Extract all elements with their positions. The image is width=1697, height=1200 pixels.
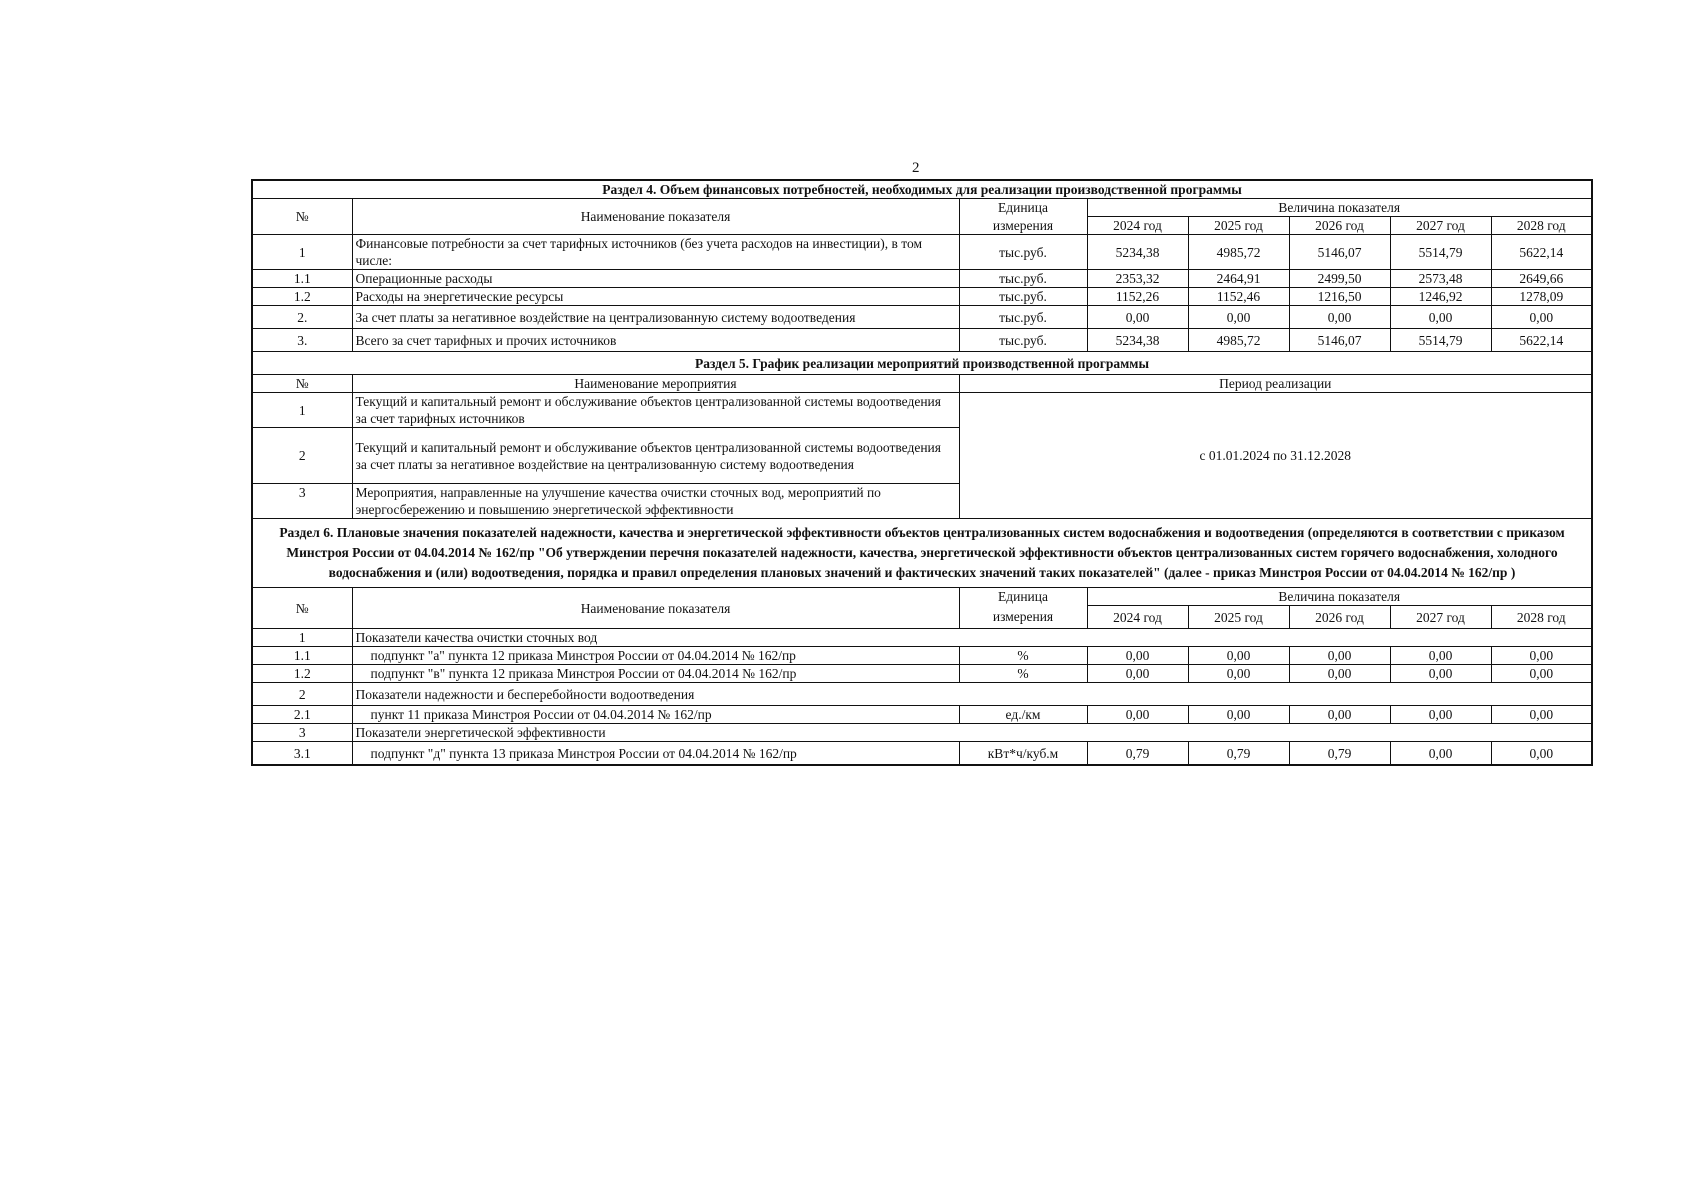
row-name: Финансовые потребности за счет тарифных источников (без учета расходов на инвестиции), в том числе: (352, 235, 959, 270)
row-value: 0,00 (1188, 665, 1289, 683)
year-header: 2028 год (1491, 606, 1592, 629)
header-unit-line1: Единица (959, 588, 1087, 606)
table-row (252, 742, 1592, 766)
group-row (252, 724, 1592, 742)
section4-title: Раздел 4. Объем финансовых потребностей, необходимых для реализации производственной программы (252, 180, 1592, 199)
row-number: 1.1 (252, 647, 352, 665)
row-unit: тыс.руб. (959, 270, 1087, 288)
row-value: 1152,26 (1087, 288, 1188, 306)
row-value: 0,00 (1087, 706, 1188, 724)
row-value: 0,00 (1491, 665, 1592, 683)
header-no: № (252, 199, 352, 235)
group-name: Показатели качества очистки сточных вод (352, 629, 1592, 647)
row-value: 5514,79 (1390, 235, 1491, 270)
row-value: 5234,38 (1087, 235, 1188, 270)
row-value: 5146,07 (1289, 235, 1390, 270)
row-value: 2499,50 (1289, 270, 1390, 288)
table-row (252, 393, 1592, 428)
row-value: 0,00 (1188, 306, 1289, 329)
row-value: 0,00 (1289, 706, 1390, 724)
row-value: 0,00 (1390, 665, 1491, 683)
group-name: Показатели энергетической эффективности (352, 724, 1592, 742)
row-value: 2573,48 (1390, 270, 1491, 288)
row-value: 0,00 (1087, 306, 1188, 329)
header-unit-line2: измерения (959, 606, 1087, 629)
row-value: 4985,72 (1188, 329, 1289, 352)
row-value: 0,00 (1289, 306, 1390, 329)
row-value: 0,00 (1390, 706, 1491, 724)
row-value: 5146,07 (1289, 329, 1390, 352)
row-value: 0,00 (1390, 647, 1491, 665)
row-unit: ед./км (959, 706, 1087, 724)
table-row (252, 270, 1592, 288)
row-unit: тыс.руб. (959, 306, 1087, 329)
group-name: Показатели надежности и бесперебойности водоотведения (352, 683, 1592, 706)
header-value: Величина показателя (1087, 588, 1592, 606)
header-period: Период реализации (959, 375, 1592, 393)
row-number: 3 (252, 484, 352, 519)
table-row (252, 647, 1592, 665)
row-value: 0,00 (1491, 706, 1592, 724)
header-no: № (252, 375, 352, 393)
table-row (252, 235, 1592, 270)
row-number: 1 (252, 629, 352, 647)
table-row (252, 665, 1592, 683)
year-header: 2028 год (1491, 217, 1592, 235)
page-number: 2 (912, 160, 920, 176)
row-number: 2 (252, 683, 352, 706)
row-value: 5234,38 (1087, 329, 1188, 352)
row-value: 0,00 (1188, 647, 1289, 665)
row-number: 2 (252, 428, 352, 484)
row-number: 1.2 (252, 288, 352, 306)
row-name: Текущий и капитальный ремонт и обслуживание объектов централизованной системы водоотведения за счет тарифных источников (352, 393, 959, 428)
row-name: Текущий и капитальный ремонт и обслуживание объектов централизованной системы водоотведения за счет платы за негативное воздействие на централизованную систему водоотведения (352, 428, 959, 484)
row-value: 1216,50 (1289, 288, 1390, 306)
program-table (251, 179, 1593, 766)
row-value: 4985,72 (1188, 235, 1289, 270)
row-name: За счет платы за негативное воздействие на централизованную систему водоотведения (352, 306, 959, 329)
table-row (252, 288, 1592, 306)
row-name: подпункт "д" пункта 13 приказа Минстроя России от 04.04.2014 № 162/пр (352, 742, 959, 766)
row-value: 0,00 (1087, 647, 1188, 665)
year-header: 2024 год (1087, 606, 1188, 629)
row-name: Расходы на энергетические ресурсы (352, 288, 959, 306)
year-header: 2025 год (1188, 606, 1289, 629)
row-number: 3 (252, 724, 352, 742)
row-unit: % (959, 665, 1087, 683)
row-value: 5622,14 (1491, 329, 1592, 352)
row-name: подпункт "а" пункта 12 приказа Минстроя России от 04.04.2014 № 162/пр (352, 647, 959, 665)
row-value: 0,00 (1188, 706, 1289, 724)
period-value: с 01.01.2024 по 31.12.2028 (959, 393, 1592, 519)
row-number: 2. (252, 306, 352, 329)
year-header: 2024 год (1087, 217, 1188, 235)
row-value: 0,00 (1289, 647, 1390, 665)
header-name: Наименование мероприятия (352, 375, 959, 393)
header-name: Наименование показателя (352, 199, 959, 235)
table-row (252, 329, 1592, 352)
group-row (252, 629, 1592, 647)
year-header: 2026 год (1289, 217, 1390, 235)
row-number: 2.1 (252, 706, 352, 724)
table-row (252, 306, 1592, 329)
section5-title: Раздел 5. График реализации мероприятий производственной программы (252, 352, 1592, 375)
header-name: Наименование показателя (352, 588, 959, 629)
row-value: 1246,92 (1390, 288, 1491, 306)
row-value: 2649,66 (1491, 270, 1592, 288)
row-name: подпункт "в" пункта 12 приказа Минстроя России от 04.04.2014 № 162/пр (352, 665, 959, 683)
row-number: 3.1 (252, 742, 352, 766)
row-value: 0,00 (1491, 306, 1592, 329)
table-row (252, 706, 1592, 724)
row-value: 0,00 (1289, 665, 1390, 683)
row-value: 0,00 (1491, 647, 1592, 665)
row-unit: тыс.руб. (959, 329, 1087, 352)
row-value: 0,00 (1390, 306, 1491, 329)
row-number: 1.1 (252, 270, 352, 288)
header-no: № (252, 588, 352, 629)
row-unit: тыс.руб. (959, 235, 1087, 270)
year-header: 2027 год (1390, 606, 1491, 629)
row-number: 1.2 (252, 665, 352, 683)
row-value: 5622,14 (1491, 235, 1592, 270)
row-value: 1278,09 (1491, 288, 1592, 306)
header-value: Величина показателя (1087, 199, 1592, 217)
year-header: 2025 год (1188, 217, 1289, 235)
header-unit-line2: измерения (959, 217, 1087, 235)
row-value: 0,79 (1188, 742, 1289, 766)
row-unit: % (959, 647, 1087, 665)
section6-title: Раздел 6. Плановые значения показателей надежности, качества и энергетической эффективности объектов централизованных систем водоснабжения и водоотведения (определяются в соответствии с приказом Минстроя России от 04.04.2014 № 162/пр "Об утверждении перечня показателей надежности, качества, энергетической эффективности объектов централизованных систем горячего водоснабжения, холодного водоснабжения и (или) водоотведения, порядка и правил определения плановых значений и фактических значений таких показателей" (далее - приказ Минстроя России от 04.04.2014 № 162/пр ) (252, 519, 1592, 588)
row-unit: кВт*ч/куб.м (959, 742, 1087, 766)
row-value: 2464,91 (1188, 270, 1289, 288)
year-header: 2027 год (1390, 217, 1491, 235)
header-unit-line1: Единица (959, 199, 1087, 217)
row-name: Операционные расходы (352, 270, 959, 288)
row-value: 0,00 (1491, 742, 1592, 766)
row-unit: тыс.руб. (959, 288, 1087, 306)
row-name: Всего за счет тарифных и прочих источников (352, 329, 959, 352)
row-name: пункт 11 приказа Минстроя России от 04.04.2014 № 162/пр (352, 706, 959, 724)
row-value: 0,00 (1087, 665, 1188, 683)
row-name: Мероприятия, направленные на улучшение качества очистки сточных вод, мероприятий по энергосбережению и повышению энергетической эффективности (352, 484, 959, 519)
row-value: 0,79 (1289, 742, 1390, 766)
row-number: 1 (252, 235, 352, 270)
row-number: 3. (252, 329, 352, 352)
row-value: 0,79 (1087, 742, 1188, 766)
row-value: 2353,32 (1087, 270, 1188, 288)
row-number: 1 (252, 393, 352, 428)
row-value: 0,00 (1390, 742, 1491, 766)
row-value: 1152,46 (1188, 288, 1289, 306)
year-header: 2026 год (1289, 606, 1390, 629)
row-value: 5514,79 (1390, 329, 1491, 352)
document-body (251, 179, 1591, 766)
group-row (252, 683, 1592, 706)
